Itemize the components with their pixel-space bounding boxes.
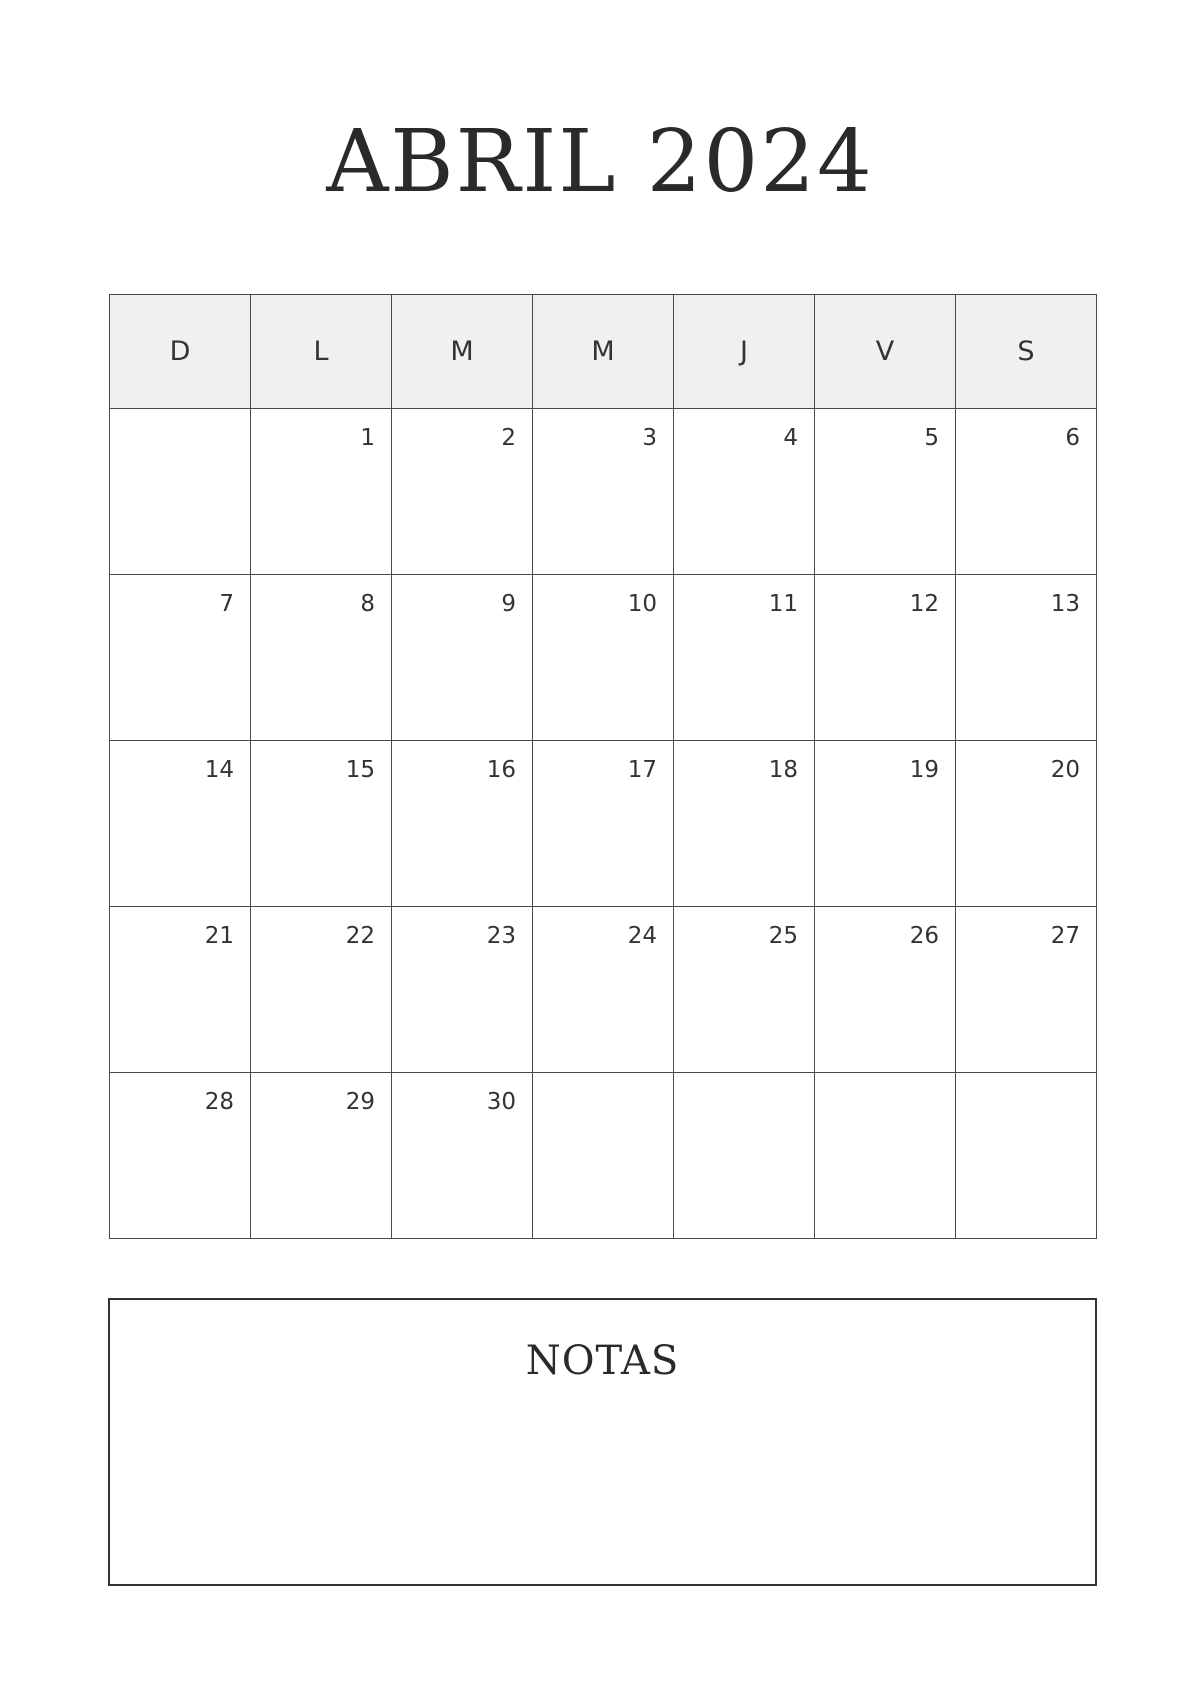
calendar-grid — [109, 294, 1097, 1239]
day-cell[interactable]: 1 — [251, 409, 392, 575]
weekday-friday: V — [815, 295, 956, 409]
day-cell[interactable] — [956, 1073, 1097, 1239]
day-cell[interactable]: 12 — [815, 575, 956, 741]
day-cell[interactable]: 6 — [956, 409, 1097, 575]
day-cell[interactable]: 18 — [674, 741, 815, 907]
week-row — [110, 741, 1097, 907]
day-cell[interactable]: 28 — [110, 1073, 251, 1239]
day-cell[interactable]: 15 — [251, 741, 392, 907]
week-row — [110, 409, 1097, 575]
weekday-header-row — [110, 295, 1097, 409]
day-cell[interactable] — [815, 1073, 956, 1239]
day-cell[interactable]: 22 — [251, 907, 392, 1073]
page-title: ABRIL 2024 — [326, 112, 874, 212]
day-cell[interactable]: 26 — [815, 907, 956, 1073]
day-cell[interactable]: 21 — [110, 907, 251, 1073]
week-row — [110, 907, 1097, 1073]
day-cell[interactable]: 5 — [815, 409, 956, 575]
day-cell[interactable] — [674, 1073, 815, 1239]
week-row — [110, 1073, 1097, 1239]
weekday-tuesday: M — [392, 295, 533, 409]
day-cell[interactable]: 27 — [956, 907, 1097, 1073]
day-cell[interactable]: 17 — [533, 741, 674, 907]
day-cell[interactable]: 20 — [956, 741, 1097, 907]
day-cell[interactable]: 25 — [674, 907, 815, 1073]
weekday-thursday: J — [674, 295, 815, 409]
weekday-wednesday: M — [533, 295, 674, 409]
day-cell[interactable]: 3 — [533, 409, 674, 575]
day-cell[interactable] — [110, 409, 251, 575]
notes-title: NOTAS — [525, 1338, 680, 1384]
day-cell[interactable]: 29 — [251, 1073, 392, 1239]
day-cell[interactable]: 4 — [674, 409, 815, 575]
day-cell[interactable]: 23 — [392, 907, 533, 1073]
day-cell[interactable]: 13 — [956, 575, 1097, 741]
day-cell[interactable]: 16 — [392, 741, 533, 907]
notes-box[interactable] — [108, 1298, 1097, 1586]
weekday-monday: L — [251, 295, 392, 409]
day-cell[interactable]: 7 — [110, 575, 251, 741]
day-cell[interactable]: 14 — [110, 741, 251, 907]
day-cell[interactable]: 30 — [392, 1073, 533, 1239]
day-cell[interactable]: 10 — [533, 575, 674, 741]
day-cell[interactable]: 9 — [392, 575, 533, 741]
weekday-saturday: S — [956, 295, 1097, 409]
weekday-sunday: D — [110, 295, 251, 409]
day-cell[interactable]: 19 — [815, 741, 956, 907]
week-row — [110, 575, 1097, 741]
day-cell[interactable]: 2 — [392, 409, 533, 575]
day-cell[interactable]: 11 — [674, 575, 815, 741]
day-cell[interactable] — [533, 1073, 674, 1239]
day-cell[interactable]: 8 — [251, 575, 392, 741]
day-cell[interactable]: 24 — [533, 907, 674, 1073]
